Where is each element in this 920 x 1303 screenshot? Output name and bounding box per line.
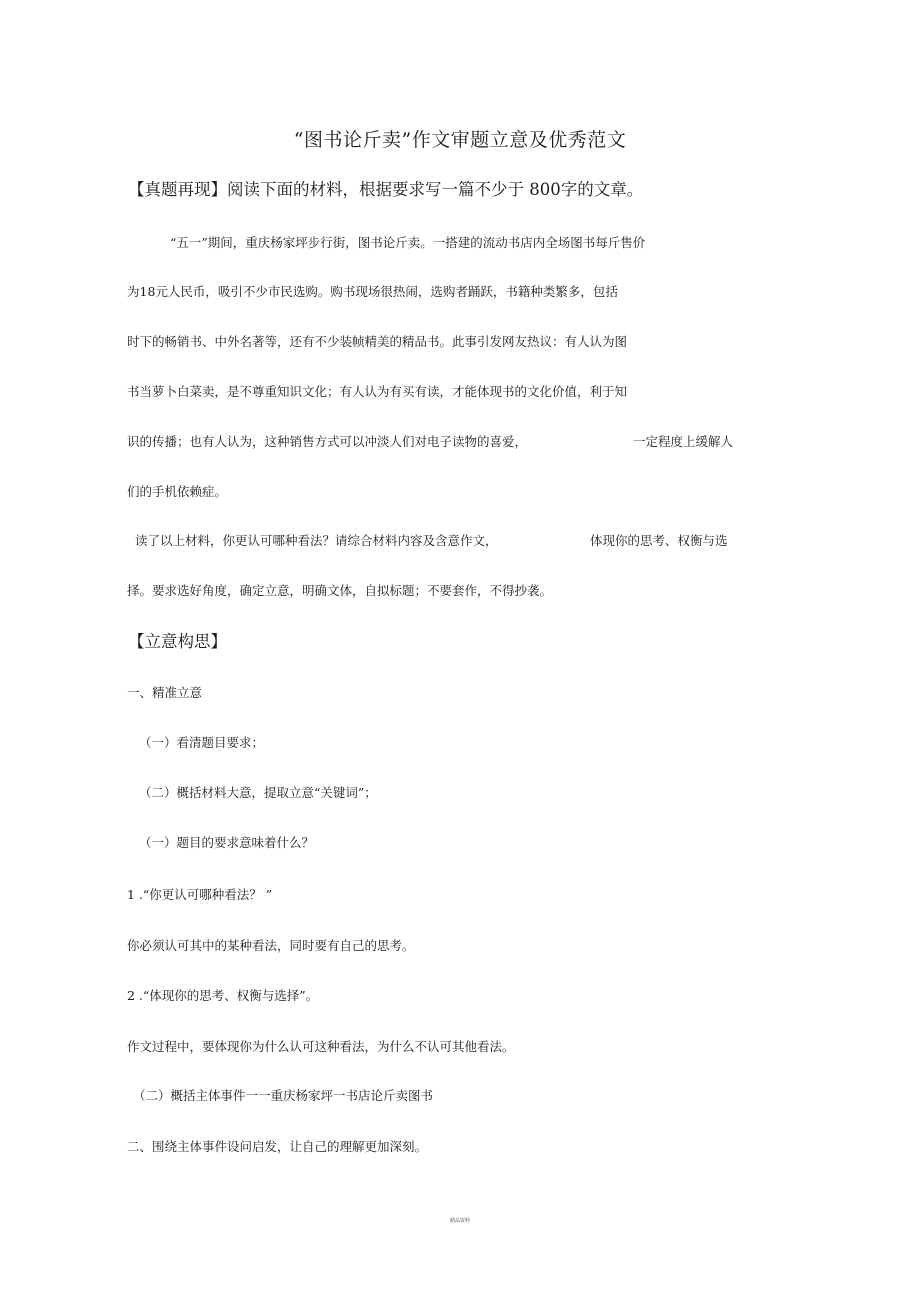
material-line-3: 时下的畅销书、中外名著等，还有不少装帧精美的精品书。此事引发网友热议：有人认为图 (127, 334, 628, 349)
requirement-line-1-right: 体现你的思考、权衡与选 (590, 533, 728, 548)
requirement-line-2: 择。要求选好角度，确定立意，明确文体，自拟标题；不要套作，不得抄袭。 (127, 583, 553, 598)
page-footer: 精品资料 (449, 1218, 470, 1224)
material-line-5-right: 一定程度上缓解人 (633, 434, 734, 449)
outline-item: 你必须认可其中的某种看法，同时要有自己的思考。 (127, 938, 415, 953)
outline-item: 1 .“你更认可哪种看法？ ” (127, 887, 273, 902)
outline-item: 二、围绕主体事件设问启发，让自己的理解更加深刻。 (127, 1139, 428, 1154)
outline-item: （一）题目的要求意味着什么？ (139, 835, 315, 850)
outline-item: （二）概括材料大意，提取立意“关键词”； (139, 785, 377, 800)
material-line-2: 为18元人民币，吸引不少市民选购。购书现场很热闹，选购者踊跃，书籍种类繁多，包括 (127, 284, 618, 299)
outline-item: 作文过程中，要体现你为什么认可这种看法，为什么不认可其他看法。 (127, 1039, 515, 1054)
outline-item: 一、精准立意 (127, 685, 203, 700)
section-heading-outline: 【立意构思】 (128, 632, 227, 651)
requirement-line-1-left: 读了以上材料，你更认可哪种看法？请综合材料内容及含意作文， (135, 533, 498, 548)
material-line-1: “五一”期间，重庆杨家坪步行街，图书论斤卖。一搭建的流动书店内全场图书每斤售价 (170, 235, 646, 250)
outline-item: （一）看清题目要求； (139, 735, 265, 750)
document-title: “图书论斤卖”作文审题立意及优秀范文 (293, 129, 627, 151)
material-line-6: 们的手机依赖症。 (127, 484, 228, 499)
outline-item: （二）概括主体事件一一重庆杨家坪一书店论斤卖图书 (133, 1088, 434, 1103)
outline-item: 2 .“体现你的思考、权衡与选择”。 (127, 988, 319, 1003)
section-heading-question: 【真题再现】阅读下面的材料，根据要求写一篇不少于 800字的文章。 (128, 180, 644, 199)
material-line-4: 书当萝卜白菜卖，是不尊重知识文化；有人认为有买有读，才能体现书的文化价值，利于知 (127, 384, 628, 399)
material-line-5-left: 识的传播；也有人认为，这种销售方式可以冲淡人们对电子读物的喜爱， (127, 434, 528, 449)
